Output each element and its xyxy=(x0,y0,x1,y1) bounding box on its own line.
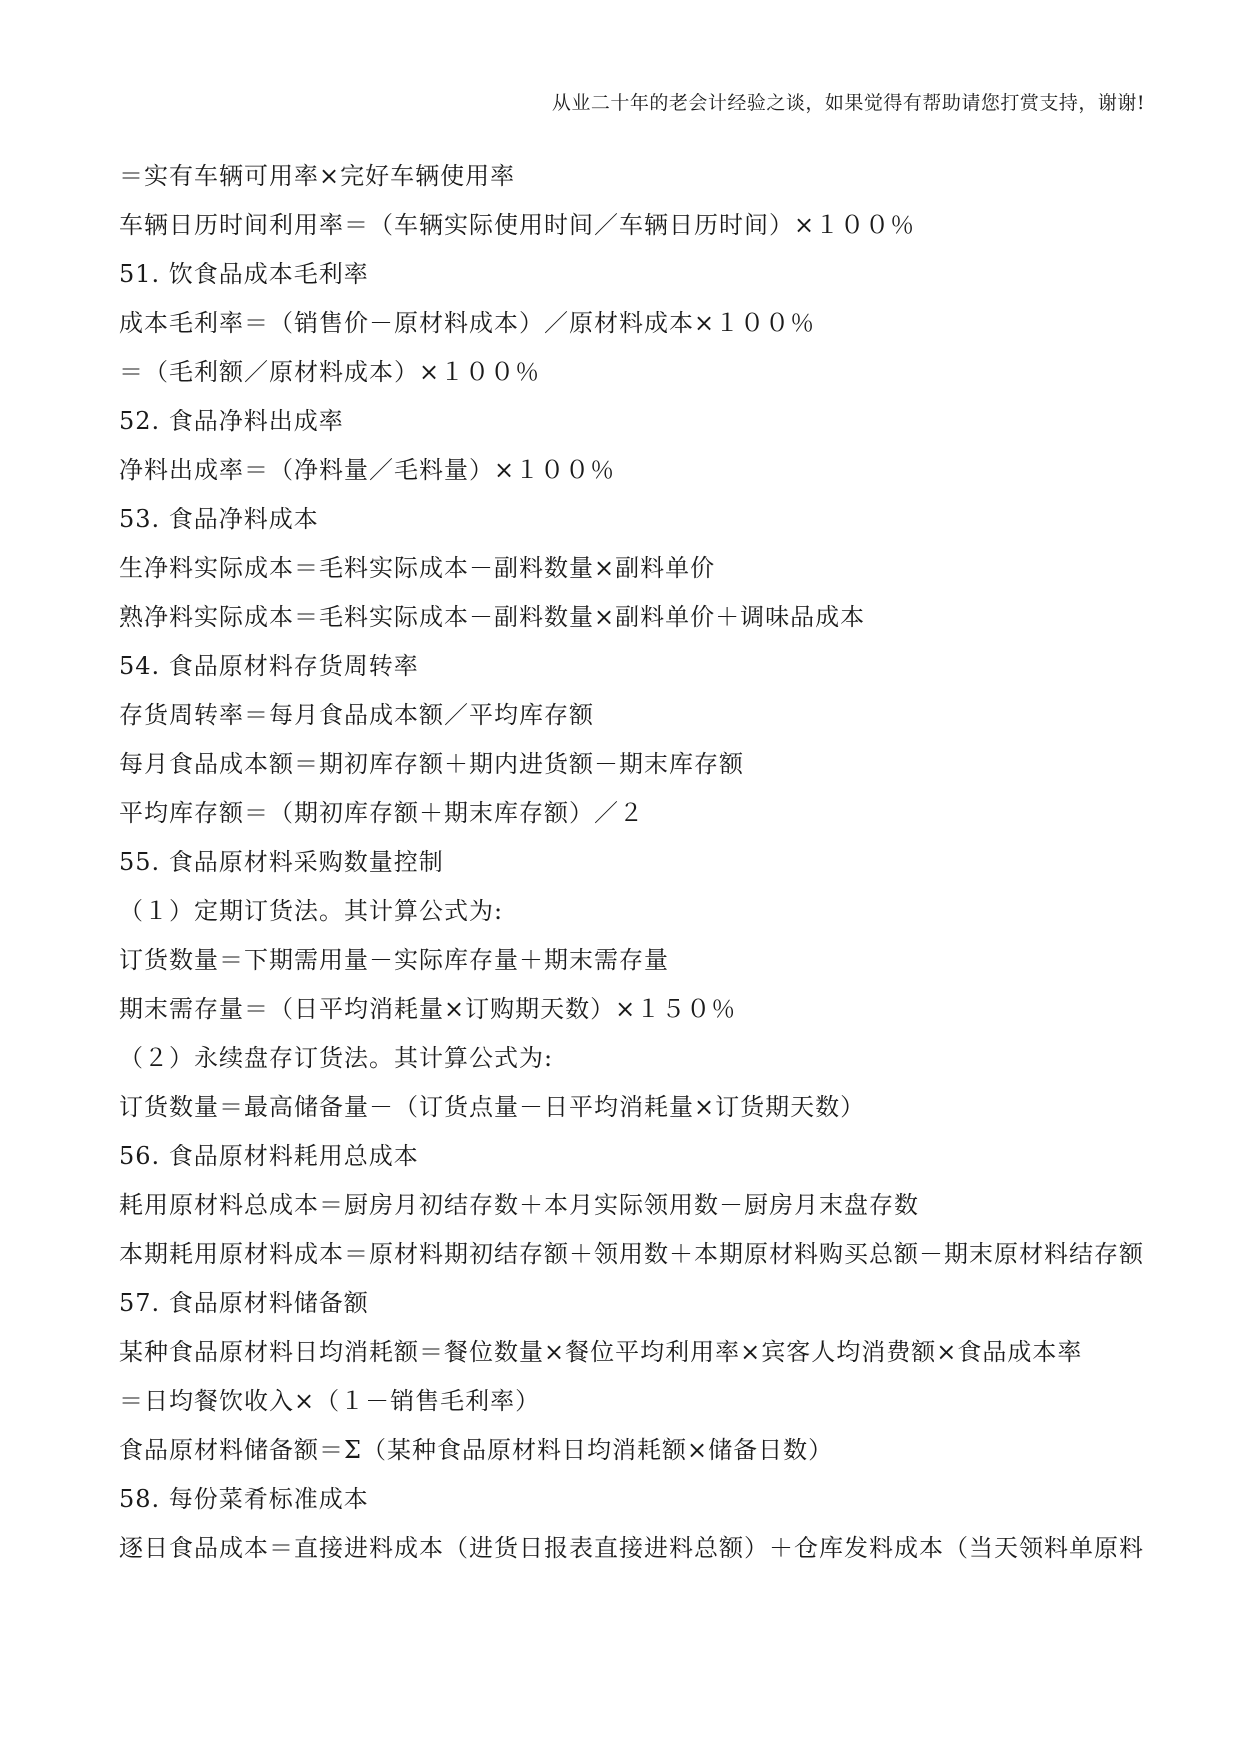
formula-line: ＝（毛利额／原材料成本）×１００％ xyxy=(119,358,541,386)
formula-line: 生净料实际成本＝毛料实际成本－副料数量×副料单价 xyxy=(119,554,716,582)
formula-line: 某种食品原材料日均消耗额＝餐位数量×餐位平均利用率×宾客人均消费额×食品成本率 xyxy=(119,1338,1083,1366)
formula-line: 逐日食品成本＝直接进料成本（进货日报表直接进料总额）＋仓库发料成本（当天领料单原料 xyxy=(119,1534,1144,1562)
formula-line: （２）永续盘存订货法。其计算公式为: xyxy=(119,1044,554,1072)
section-heading: 57. 食品原材料储备额 xyxy=(119,1289,369,1317)
formula-line: （１）定期订货法。其计算公式为: xyxy=(119,897,504,925)
section-heading: 52. 食品净料出成率 xyxy=(119,407,344,435)
formula-line: 存货周转率＝每月食品成本额／平均库存额 xyxy=(119,701,594,729)
section-heading: 51. 饮食品成本毛利率 xyxy=(119,260,369,288)
formula-line: 熟净料实际成本＝毛料实际成本－副料数量×副料单价＋调味品成本 xyxy=(119,603,866,631)
formula-line: 耗用原材料总成本＝厨房月初结存数＋本月实际领用数－厨房月末盘存数 xyxy=(119,1191,919,1219)
formula-line: 每月食品成本额＝期初库存额＋期内进货额－期末库存额 xyxy=(119,750,744,778)
document-body xyxy=(119,152,1149,1573)
formula-line: ＝日均餐饮收入×（１－销售毛利率） xyxy=(119,1387,541,1415)
section-heading: 56. 食品原材料耗用总成本 xyxy=(119,1142,419,1170)
section-heading: 54. 食品原材料存货周转率 xyxy=(119,652,419,680)
formula-line: 本期耗用原材料成本＝原材料期初结存额＋领用数＋本期原材料购买总额－期末原材料结存额 xyxy=(119,1240,1144,1268)
formula-line: 成本毛利率＝（销售价－原材料成本）／原材料成本×１００％ xyxy=(119,309,816,337)
section-heading: 53. 食品净料成本 xyxy=(119,505,319,533)
formula-line: 平均库存额＝（期初库存额＋期末库存额）／２ xyxy=(119,799,644,827)
formula-line: ＝实有车辆可用率×完好车辆使用率 xyxy=(119,162,516,190)
formula-line: 订货数量＝最高储备量－（订货点量－日平均消耗量×订货期天数） xyxy=(119,1093,866,1121)
formula-line: 车辆日历时间利用率＝（车辆实际使用时间／车辆日历时间）×１００％ xyxy=(119,211,916,239)
formula-line: 订货数量＝下期需用量－实际库存量＋期末需存量 xyxy=(119,946,669,974)
section-heading: 58. 每份菜肴标准成本 xyxy=(119,1485,369,1513)
formula-line: 期末需存量＝（日平均消耗量×订购期天数）×１５０％ xyxy=(119,995,737,1023)
formula-line: 食品原材料储备额＝Σ（某种食品原材料日均消耗额×储备日数） xyxy=(119,1436,834,1464)
formula-line: 净料出成率＝（净料量／毛料量）×１００％ xyxy=(119,456,616,484)
page-header-note: 从业二十年的老会计经验之谈，如果觉得有帮助请您打赏支持，谢谢! xyxy=(551,92,1145,114)
section-heading: 55. 食品原材料采购数量控制 xyxy=(119,848,444,876)
